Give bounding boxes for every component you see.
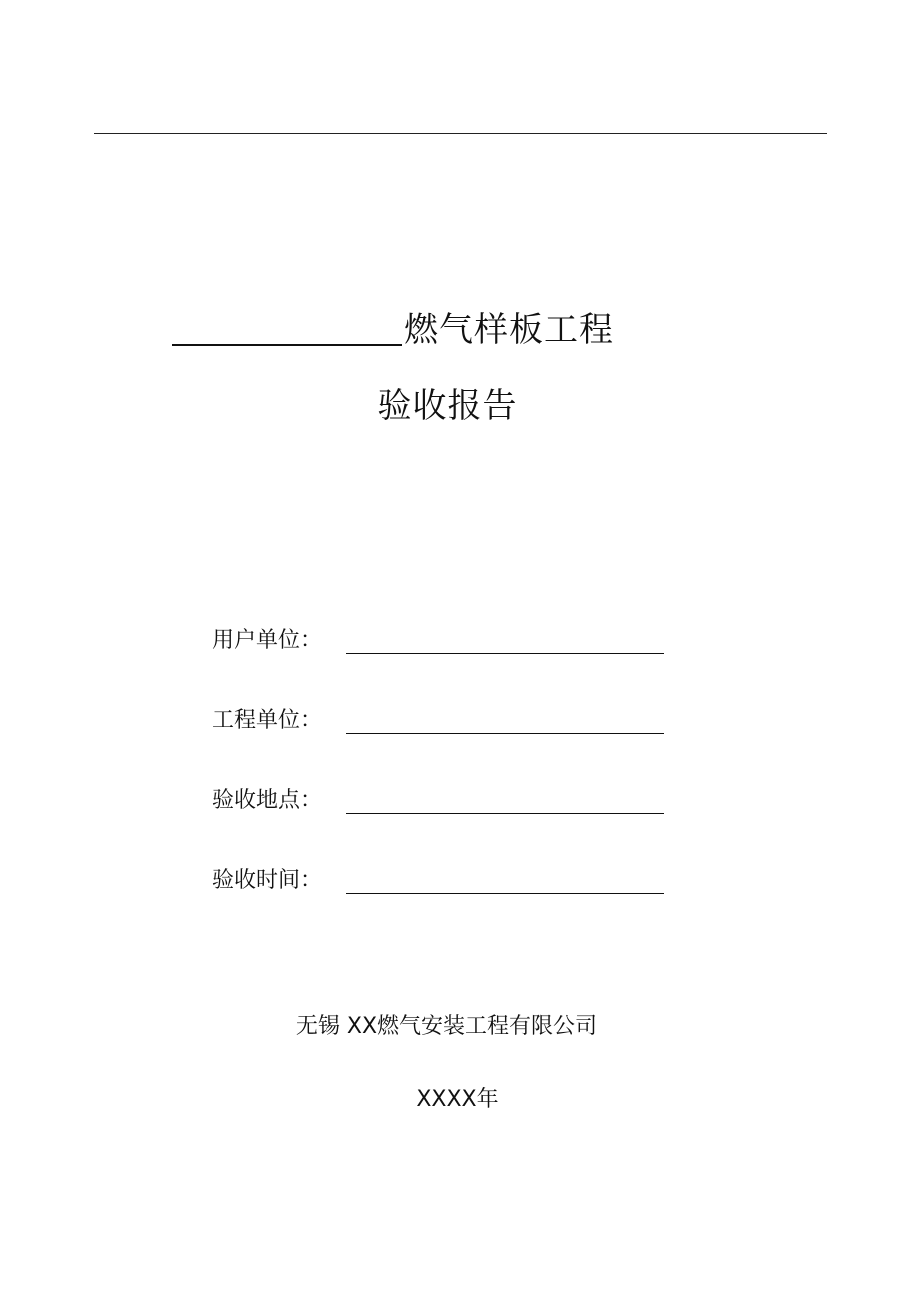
field-blank: [346, 893, 664, 894]
field-blank: [346, 733, 664, 734]
field-blank: [346, 653, 664, 654]
field-label: 验收时间：: [212, 868, 323, 893]
document-title: [172, 306, 614, 354]
field-label: 用户单位：: [212, 628, 323, 653]
title-text: 燃气样板工程: [404, 310, 614, 350]
field-acceptance-location: [212, 784, 664, 818]
field-user-unit: [212, 624, 664, 658]
field-label: 工程单位：: [212, 708, 323, 733]
company-name: 无锡 XX燃气安装工程有限公司: [295, 1014, 598, 1039]
field-project-unit: [212, 704, 664, 738]
document-subtitle: 验收报告: [377, 386, 518, 426]
report-year: XXXX年: [416, 1087, 499, 1112]
field-acceptance-time: [212, 864, 664, 898]
header-rule: [94, 133, 827, 134]
project-name-blank: [172, 344, 402, 346]
field-blank: [346, 813, 664, 814]
field-label: 验收地点：: [212, 788, 323, 813]
